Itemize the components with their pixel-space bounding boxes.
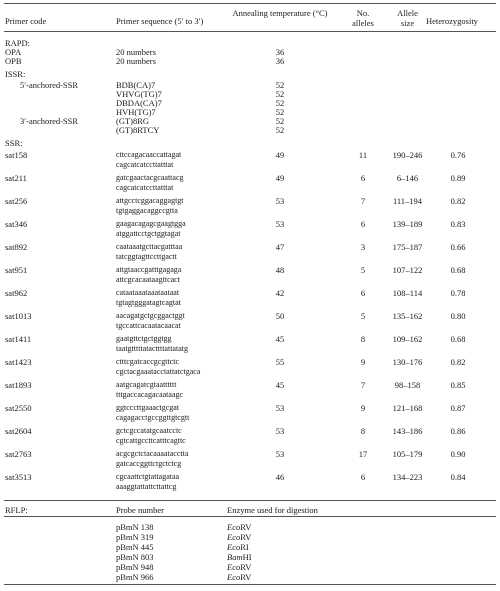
- ssr-annealing-temp: 50: [275, 311, 285, 321]
- enzyme-italic-part: Eco: [227, 522, 241, 532]
- rflp-enzyme-header: Enzyme used for digestion: [227, 505, 318, 515]
- ssr-allele-count: 8: [360, 334, 366, 344]
- enzyme-roman-part: RV: [240, 572, 252, 582]
- issr-group-3-anchored: 3′-anchored-SSR: [20, 116, 79, 126]
- ssr-heterozygosity: 0.82: [450, 357, 466, 367]
- header-allele-size: Allele size: [397, 8, 418, 28]
- table-bottom-rule: [4, 584, 496, 585]
- section-label-rflp: RFLP:: [5, 505, 28, 515]
- enzyme-roman-part: RV: [240, 522, 252, 532]
- enzyme-italic-part: Bam: [227, 552, 243, 562]
- ssr-allele-size: 105–179: [392, 449, 423, 459]
- ssr-allele-count: 6: [360, 173, 366, 183]
- ssr-heterozygosity: 0.84: [450, 472, 466, 482]
- ssr-forward-sequence: gatcgaactacgcaattacg: [116, 173, 184, 182]
- enzyme-italic-part: Eco: [227, 542, 241, 552]
- ssr-primer-code: sat3513: [5, 472, 32, 482]
- enzyme-roman-part: RV: [240, 532, 252, 542]
- issr-temp: 52: [275, 107, 285, 117]
- header-bottom-rule: [4, 31, 496, 32]
- enzyme-italic-part: Eco: [227, 532, 241, 542]
- ssr-forward-sequence: attgcctcggacaggagtgt: [116, 196, 184, 205]
- ssr-allele-size: 175–187: [392, 242, 423, 252]
- ssr-forward-sequence: ggtcccttgaaactgcgat: [116, 403, 180, 412]
- ssr-heterozygosity: 0.76: [450, 150, 466, 160]
- rflp-probe-number: pBmN 966: [116, 572, 154, 582]
- ssr-primer-code: sat256: [5, 196, 28, 206]
- ssr-reverse-sequence: cagcatcatccttatttat: [116, 160, 174, 169]
- ssr-annealing-temp: 48: [275, 265, 285, 275]
- ssr-allele-size: 143–186: [392, 426, 423, 436]
- ssr-annealing-temp: 53: [275, 426, 285, 436]
- ssr-allele-size: 111–194: [392, 196, 423, 206]
- enzyme-italic-part: Eco: [227, 572, 241, 582]
- ssr-allele-count: 11: [358, 150, 368, 160]
- ssr-forward-sequence: acgcgctctacaaaatacctta: [116, 449, 189, 458]
- rapd-code: OPB: [5, 56, 22, 66]
- header-no-alleles: No. alleles: [352, 8, 374, 28]
- ssr-annealing-temp: 53: [275, 449, 285, 459]
- ssr-annealing-temp: 45: [275, 334, 285, 344]
- ssr-allele-size: 109–162: [392, 334, 423, 344]
- ssr-annealing-temp: 53: [275, 403, 285, 413]
- ssr-heterozygosity: 0.80: [450, 311, 466, 321]
- ssr-heterozygosity: 0.86: [450, 426, 466, 436]
- issr-sequence: VHVG(TG)7: [116, 89, 162, 99]
- ssr-reverse-sequence: gatcaccggttctgctctcg: [116, 459, 182, 468]
- ssr-reverse-sequence: cgtcattgccttcatttcagttc: [116, 436, 186, 445]
- ssr-primer-code: sat158: [5, 150, 28, 160]
- ssr-annealing-temp: 46: [275, 472, 285, 482]
- ssr-primer-code: sat1013: [5, 311, 32, 321]
- ssr-allele-count: 7: [360, 196, 366, 206]
- enzyme-roman-part: HI: [242, 552, 252, 562]
- ssr-reverse-sequence: cgctacgaaatacctattatctgaca: [116, 367, 201, 376]
- ssr-annealing-temp: 49: [275, 173, 285, 183]
- ssr-reverse-sequence: tatcggtagttccttgactt: [116, 252, 177, 261]
- ssr-allele-count: 9: [360, 357, 366, 367]
- ssr-reverse-sequence: tgccattcacaatacaacat: [116, 321, 181, 330]
- ssr-allele-count: 5: [360, 311, 366, 321]
- ssr-heterozygosity: 0.82: [450, 196, 466, 206]
- ssr-primer-code: sat346: [5, 219, 28, 229]
- rflp-top-rule: [4, 500, 496, 501]
- ssr-primer-code: sat1411: [5, 334, 32, 344]
- ssr-forward-sequence: cgcaattctgtattagataa: [116, 472, 180, 481]
- ssr-allele-count: 6: [360, 472, 366, 482]
- ssr-allele-size: 130–176: [392, 357, 423, 367]
- header-heterozygosity: Heterozygosity: [426, 16, 478, 26]
- issr-sequence: (GT)8RG: [116, 116, 150, 126]
- ssr-annealing-temp: 55: [275, 357, 285, 367]
- section-label-ssr: SSR:: [5, 138, 23, 148]
- ssr-reverse-sequence: aaaggtattattcttattcg: [116, 482, 177, 491]
- ssr-heterozygosity: 0.89: [450, 173, 466, 183]
- enzyme-italic-part: Eco: [227, 562, 241, 572]
- ssr-allele-count: 8: [360, 426, 366, 436]
- rflp-probe-number: pBmN 948: [116, 562, 154, 572]
- rflp-probe-number: pBmN 138: [116, 522, 154, 532]
- ssr-reverse-sequence: tttgaccacagacaataagc: [116, 390, 184, 399]
- ssr-annealing-temp: 45: [275, 380, 285, 390]
- ssr-allele-count: 3: [360, 242, 366, 252]
- ssr-forward-sequence: gaatgttctgctggtgg: [116, 334, 172, 343]
- ssr-heterozygosity: 0.87: [450, 403, 466, 413]
- ssr-allele-count: 6: [360, 288, 366, 298]
- rapd-code: OPA: [5, 47, 22, 57]
- issr-group-5-anchored: 5′-anchored-SSR: [20, 80, 79, 90]
- rflp-header-rule: [4, 516, 496, 517]
- ssr-allele-size: 139–189: [392, 219, 423, 229]
- issr-temp: 52: [275, 89, 285, 99]
- ssr-reverse-sequence: cagagacctgccggttgtcgtt: [116, 413, 190, 422]
- ssr-primer-code: sat2550: [5, 403, 32, 413]
- ssr-forward-sequence: cttccagacaaccattagat: [116, 150, 182, 159]
- ssr-reverse-sequence: attcgcacaataagttcact: [116, 275, 180, 284]
- header-annealing-temperature: Annealing temperature (°C): [232, 8, 328, 18]
- section-label-issr: ISSR:: [5, 69, 26, 79]
- ssr-allele-count: 17: [358, 449, 368, 459]
- rapd-sequence: 20 numbers: [116, 56, 156, 66]
- ssr-reverse-sequence: atggattcctgctggtagat: [116, 229, 181, 238]
- issr-sequence: HVH(TG)7: [116, 107, 156, 117]
- rflp-probe-number: pBmN 803: [116, 552, 154, 562]
- ssr-forward-sequence: gctcgccatatgcaatcctc: [116, 426, 182, 435]
- ssr-forward-sequence: aatgcagatcgtaatttttt: [116, 380, 177, 389]
- issr-sequence: DBDA(CA)7: [116, 98, 162, 108]
- rflp-enzyme: [227, 552, 252, 562]
- rflp-probe-number: pBmN 445: [116, 542, 154, 552]
- ssr-heterozygosity: 0.66: [450, 242, 466, 252]
- ssr-forward-sequence: caataaatgcttacgatttaa: [116, 242, 183, 251]
- ssr-annealing-temp: 42: [275, 288, 285, 298]
- rflp-enzyme: [227, 572, 251, 582]
- ssr-heterozygosity: 0.68: [450, 265, 466, 275]
- ssr-forward-sequence: gaagacagagcgaagtgga: [116, 219, 186, 228]
- ssr-forward-sequence: ctttcgatcaccgcgttctc: [116, 357, 180, 366]
- issr-sequence: (GT)8RTCY: [116, 125, 160, 135]
- section-label-rapd: RAPD:: [5, 38, 31, 48]
- ssr-primer-code: sat211: [5, 173, 27, 183]
- ssr-allele-size: 98–158: [394, 380, 421, 390]
- rflp-probe-header: Probe number: [116, 505, 164, 515]
- ssr-allele-size: 134–223: [392, 472, 423, 482]
- ssr-heterozygosity: 0.68: [450, 334, 466, 344]
- header-primer-code: Primer code: [5, 16, 47, 26]
- ssr-allele-size: 190–246: [392, 150, 423, 160]
- ssr-allele-count: 7: [360, 380, 366, 390]
- ssr-reverse-sequence: cagcatcatccttatttat: [116, 183, 174, 192]
- table-top-rule: [4, 3, 496, 4]
- rapd-sequence: 20 numbers: [116, 47, 156, 57]
- issr-temp: 52: [275, 98, 285, 108]
- header-primer-sequence: Primer sequence (5′ to 3′): [116, 16, 204, 26]
- rflp-enzyme: [227, 562, 251, 572]
- ssr-primer-code: sat2763: [5, 449, 32, 459]
- ssr-primer-code: sat2604: [5, 426, 32, 436]
- rapd-temp: 36: [275, 47, 285, 57]
- ssr-allele-size: 107–122: [392, 265, 423, 275]
- ssr-heterozygosity: 0.78: [450, 288, 466, 298]
- ssr-allele-count: 6: [360, 219, 366, 229]
- ssr-forward-sequence: aacagatgctgcggactggt: [116, 311, 185, 320]
- ssr-primer-code: sat951: [5, 265, 28, 275]
- ssr-heterozygosity: 0.83: [450, 219, 466, 229]
- ssr-allele-size: 6–146: [396, 173, 419, 183]
- ssr-primer-code: sat962: [5, 288, 28, 298]
- ssr-annealing-temp: 47: [275, 242, 285, 252]
- issr-temp: 52: [275, 80, 285, 90]
- issr-temp: 52: [275, 116, 285, 126]
- ssr-forward-sequence: cataataaataaataataat: [116, 288, 180, 297]
- ssr-primer-code: sat1423: [5, 357, 32, 367]
- ssr-reverse-sequence: tgtagtgggatagtcagtat: [116, 298, 181, 307]
- rflp-enzyme: [227, 532, 251, 542]
- ssr-annealing-temp: 53: [275, 196, 285, 206]
- rflp-probe-number: pBmN 319: [116, 532, 154, 542]
- ssr-allele-size: 135–162: [392, 311, 423, 321]
- rflp-enzyme: [227, 522, 251, 532]
- ssr-reverse-sequence: tgtgaggacaggccgtta: [116, 206, 178, 215]
- ssr-heterozygosity: 0.90: [450, 449, 466, 459]
- enzyme-roman-part: RV: [240, 562, 252, 572]
- ssr-allele-count: 5: [360, 265, 366, 275]
- ssr-allele-size: 121–168: [392, 403, 423, 413]
- ssr-forward-sequence: attgtaaccgatttgagaga: [116, 265, 182, 274]
- ssr-reverse-sequence: taatgtttttatacttttattatatg: [116, 344, 188, 353]
- ssr-primer-code: sat1893: [5, 380, 32, 390]
- enzyme-roman-part: RI: [240, 542, 249, 552]
- ssr-allele-size: 108–114: [392, 288, 423, 298]
- ssr-primer-code: sat892: [5, 242, 28, 252]
- ssr-heterozygosity: 0.85: [450, 380, 466, 390]
- ssr-annealing-temp: 53: [275, 219, 285, 229]
- issr-temp: 52: [275, 125, 285, 135]
- rflp-enzyme: [227, 542, 249, 552]
- issr-sequence: BDB(CA)7: [116, 80, 156, 90]
- ssr-annealing-temp: 49: [275, 150, 285, 160]
- rapd-temp: 36: [275, 56, 285, 66]
- ssr-allele-count: 9: [360, 403, 366, 413]
